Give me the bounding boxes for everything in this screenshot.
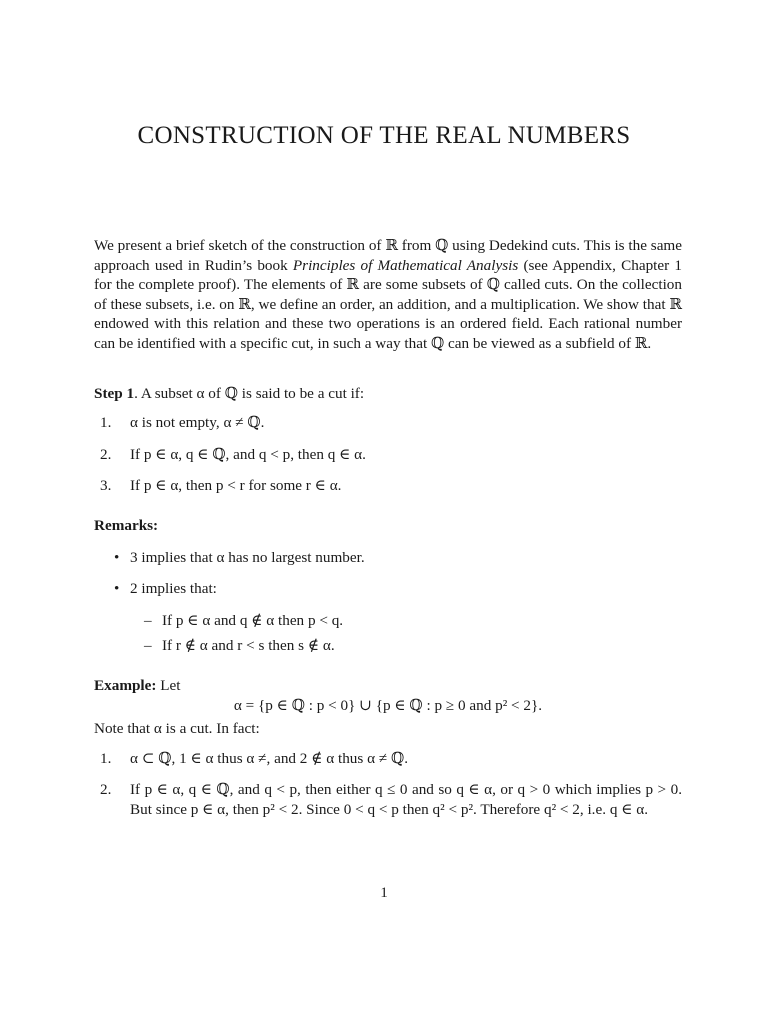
step1-text: . A subset α of ℚ is said to be a cut if: <box>134 384 365 402</box>
example-label: Example: <box>94 676 157 694</box>
display-equation: α = {p ∈ ℚ : p < 0} ∪ {p ∈ ℚ : p ≥ 0 and p² < 2}. <box>233 696 543 714</box>
remarks-list <box>94 548 682 656</box>
page-title: CONSTRUCTION OF THE REAL NUMBERS <box>137 122 631 149</box>
item-text: α ⊂ ℚ, 1 ∈ α thus α ≠, and 2 ∉ α thus α ≠ ℚ. <box>130 749 409 767</box>
item-text: If p ∈ α and q ∉ α then p < q. <box>162 611 344 629</box>
list-item <box>94 548 682 568</box>
intro-text-b: (see Appendix, Chapter 1 for the complete proof). The elements of ℝ are some subsets of ℚ called cuts. On the collection of these subsets, i.e. on ℝ, we define an order, an addition, and a multiplication. We show that ℝ endowed with this relation and these two operations is an ordered field. Each rational number can be identified with a specific cut, in such a way that ℚ can be viewed as a subfield of ℝ. <box>94 256 682 352</box>
example-heading <box>94 676 682 696</box>
page-number: 1 <box>380 884 388 901</box>
dash-symbol: – <box>144 611 152 629</box>
item-number: 1. <box>100 749 112 767</box>
example-proof-list <box>94 749 682 820</box>
book-title: Principles of Mathematical Analysis <box>292 256 519 274</box>
item-number: 2. <box>100 781 112 799</box>
list-item <box>94 476 682 496</box>
remarks-sublist <box>94 611 682 656</box>
item-text: If p ∈ α, then p < r for some r ∈ α. <box>130 477 342 495</box>
intro-paragraph <box>94 236 682 354</box>
list-item <box>94 780 682 819</box>
remarks-label: Remarks: <box>94 516 159 534</box>
bullet-symbol: • <box>114 548 120 566</box>
remarks-heading <box>94 516 682 536</box>
example-text: Let <box>156 676 181 694</box>
item-text: If p ∈ α, q ∈ ℚ, and q < p, then q ∈ α. <box>130 445 366 463</box>
item-number: 1. <box>100 414 112 432</box>
intro-text-a: We present a brief sketch of the construction of ℝ from ℚ using Dedekind cuts. This is the same approach used in Rudin’s book <box>94 237 682 274</box>
document-body <box>94 236 682 831</box>
list-item <box>94 749 682 769</box>
sublist-item <box>94 611 682 631</box>
item-text: α is not empty, α ≠ ℚ. <box>130 414 265 432</box>
sublist-item <box>94 636 682 656</box>
item-number: 3. <box>100 477 112 495</box>
example-note: Note that α is a cut. In fact: <box>94 720 260 738</box>
item-text: 3 implies that α has no largest number. <box>130 548 365 566</box>
dash-symbol: – <box>144 637 152 655</box>
list-item <box>94 413 682 433</box>
item-text: 2 implies that: <box>130 580 217 598</box>
cut-conditions-list <box>94 413 682 496</box>
item-text: If r ∉ α and r < s then s ∉ α. <box>162 637 335 655</box>
step1-label: Step 1 <box>94 384 135 402</box>
item-number: 2. <box>100 445 112 463</box>
list-item <box>94 579 682 656</box>
step1-heading <box>94 384 682 404</box>
item-text: If p ∈ α, q ∈ ℚ, and q < p, then either q ≤ 0 and so q ∈ α, or q > 0 which implies p > 0. But since p ∈ α, then p² < 2. Since 0 < q < p then q² < p². Therefore q² < 2, i.e. q ∈ α. <box>130 781 682 818</box>
bullet-symbol: • <box>114 580 120 598</box>
list-item <box>94 445 682 465</box>
